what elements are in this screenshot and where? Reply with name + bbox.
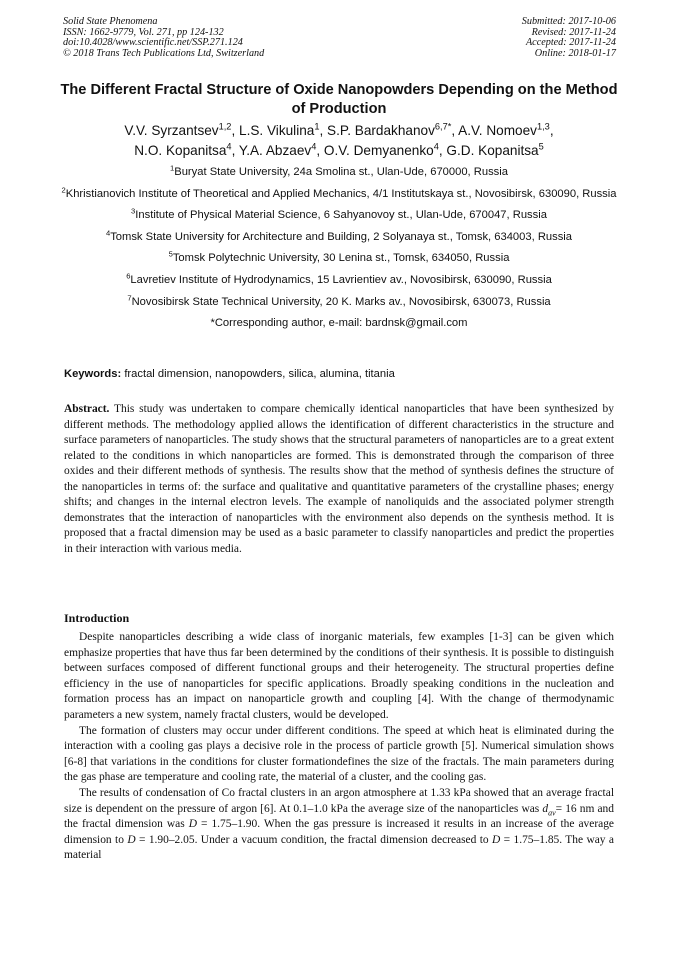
author: S.P. Bardakhanov$^{6,7*}$ (327, 121, 452, 138)
author: A.V. Nomoev$^{1,3}$ (458, 121, 550, 138)
introduction-body (64, 630, 614, 864)
abstract (64, 402, 614, 557)
revised-date: Revised: 2017-11-24 (531, 26, 616, 38)
abstract-label: Abstract. (64, 403, 110, 415)
introduction-heading: Introduction (64, 611, 130, 625)
journal-name: Solid State Phenomena (63, 16, 158, 27)
affiliations (40, 165, 638, 338)
affiliation: $^2$Khristianovich Institute of Theoretical and Applied Mechanics, 4/1 Institutskaya st., Novosibirsk, 630090, Russia (61, 184, 617, 200)
affiliation: $^1$Buryat State University, 24a Smolina st., Ulan-Ude, 670000, Russia (170, 163, 508, 178)
copyright: © 2018 Trans Tech Publications Ltd, Switzerland (63, 47, 265, 59)
author: L.S. Vikulina$^1$ (239, 121, 320, 138)
submitted-date: Submitted: 2017-10-06 (521, 16, 616, 27)
online-date: Online: 2018-01-17 (534, 47, 616, 59)
keywords-label: Keywords: (64, 368, 122, 380)
author: O.V. Demyanenko$^4$ (323, 140, 439, 158)
paragraph: The results of condensation of Co fractal clusters in an argon atmosphere at 1.33 kPa showed that an average fractal size is dependent on the pressure of argon [6]. At 0.1–1.0 kPa the average size of the nanoparticles was $d_{av}= 16$ nm and the fractal dimension was D = 1.75–1.90. When the gas pressure is increased it results in an increase of the average dimension to D = 1.90–2.05. Under a vacuum condition, the fractal dimension decreased to D = 1.75–1.85. The way a material (64, 786, 614, 862)
affiliation: $^5$Tomsk Polytechnic University, 30 Lenina st., Tomsk, 634050, Russia (168, 249, 510, 265)
keywords (64, 367, 620, 382)
affiliation: $^7$Novosibirsk State Technical University, 20 K. Marks av., Novosibirsk, 630073, Russia (127, 292, 551, 308)
issn: ISSN: 1662-9779, Vol. 271, pp 124-132 (63, 26, 224, 38)
affiliation: $^3$Institute of Physical Material Science, 6 Sahyanovoy st., Ulan-Ude, 670047, Russia (131, 206, 547, 222)
author: V.V. Syrzantsev$^{1,2}$ (124, 121, 232, 138)
keywords-text: fractal dimension, nanopowders, silica, alumina, titania (124, 368, 395, 380)
doi: doi:10.4028/www.scientific.net/SSP.271.124 (63, 37, 243, 49)
paper-title: The Different Fractal Structure of Oxide Nanopowders Depending on the Method of Production (60, 82, 618, 117)
author: Y.A. Abzaev$^4$ (238, 140, 317, 158)
author: G.D. Kopanitsa$^5$ (446, 140, 544, 158)
paragraph: The formation of clusters may occur under different conditions. The speed at which heat is eliminated during the interaction with a cooling gas plays a decisive role in the process of particle growth [5]. Numerical simulation shows [6-8] that variations in the conditions for cluster formationdefines the size of the fractals. The main parameters during the gas phase are temperature and cooling rate, the material of a cluster, and the cooling gas. (64, 724, 614, 784)
affiliation: $^4$Tomsk State University for Architecture and Building, 2 Solyanaya st., Tomsk, 634003, Russia (105, 228, 573, 243)
abstract-text: This study was undertaken to compare chemically identical nanoparticles that have been synthesized by different methods. The methodology applied allows the identification of different characteristics in the structure and surface parameters of nanoparticles. The study shows that the structural parameters of nanoparticles are to a great extent related to the conditions in which nanoparticles are formed. This is demonstrated through the comparison of three oxides and their different methods of synthesis. The results show that the method of synthesis defines the structure of the nanoparticles in terms of: the surface and qualitative and quantitative parameters of the crystalline phases; energy shifts; and changes in the internal electron levels. The example of nanoliquids and the associated polymer strength demonstrates that the interaction of nanoparticles with the environment also depends on the synthesis method. It is proposed that a fractal dimension may be used as a basic parameter to classify nanoparticles and predict the properties in their interaction with various media. (64, 403, 614, 555)
accepted-date: Accepted: 2017-11-24 (525, 37, 616, 49)
header-right (522, 17, 616, 59)
author: N.O. Kopanitsa$^4$ (134, 140, 232, 158)
author-list: V.V. Syrzantsev$^{1,2}$, L.S. Vikulina$^1$, S.P. Bardakhanov$^{6,7*}$, A.V. Nomoev$^{1,3}$, N.O. Kopanitsa$^4$, Y.A. Abzaev$^4$, O.V. Demyanenko$^4$, G.D. Kopanitsa$^5$ (124, 121, 554, 158)
corresponding-author: *Corresponding author, e-mail: bardnsk@gmail.com (210, 317, 468, 330)
affiliation: $^6$Lavretiev Institute of Hydrodynamics, 15 Lavrientiev av., Novosibirsk, 630090, Russia (126, 271, 552, 286)
paragraph: Despite nanoparticles describing a wide class of inorganic materials, few examples [1-3] can be given which emphasize properties that have thus far been determined by the conditions of their synthesis. It is possible to distinguish between surfaces composed of different functional groups and their heterogeneity. The structural properties define efficiency in the use of nanoparticles for specific applications. Broadly speaking conditions in the nucleation and formation process has an impact on nanoparticle growth and coupling [4]. With the change of thermodynamic parameters a new system, namely fractal clusters, would be developed. (64, 631, 614, 721)
header-left (63, 17, 264, 59)
